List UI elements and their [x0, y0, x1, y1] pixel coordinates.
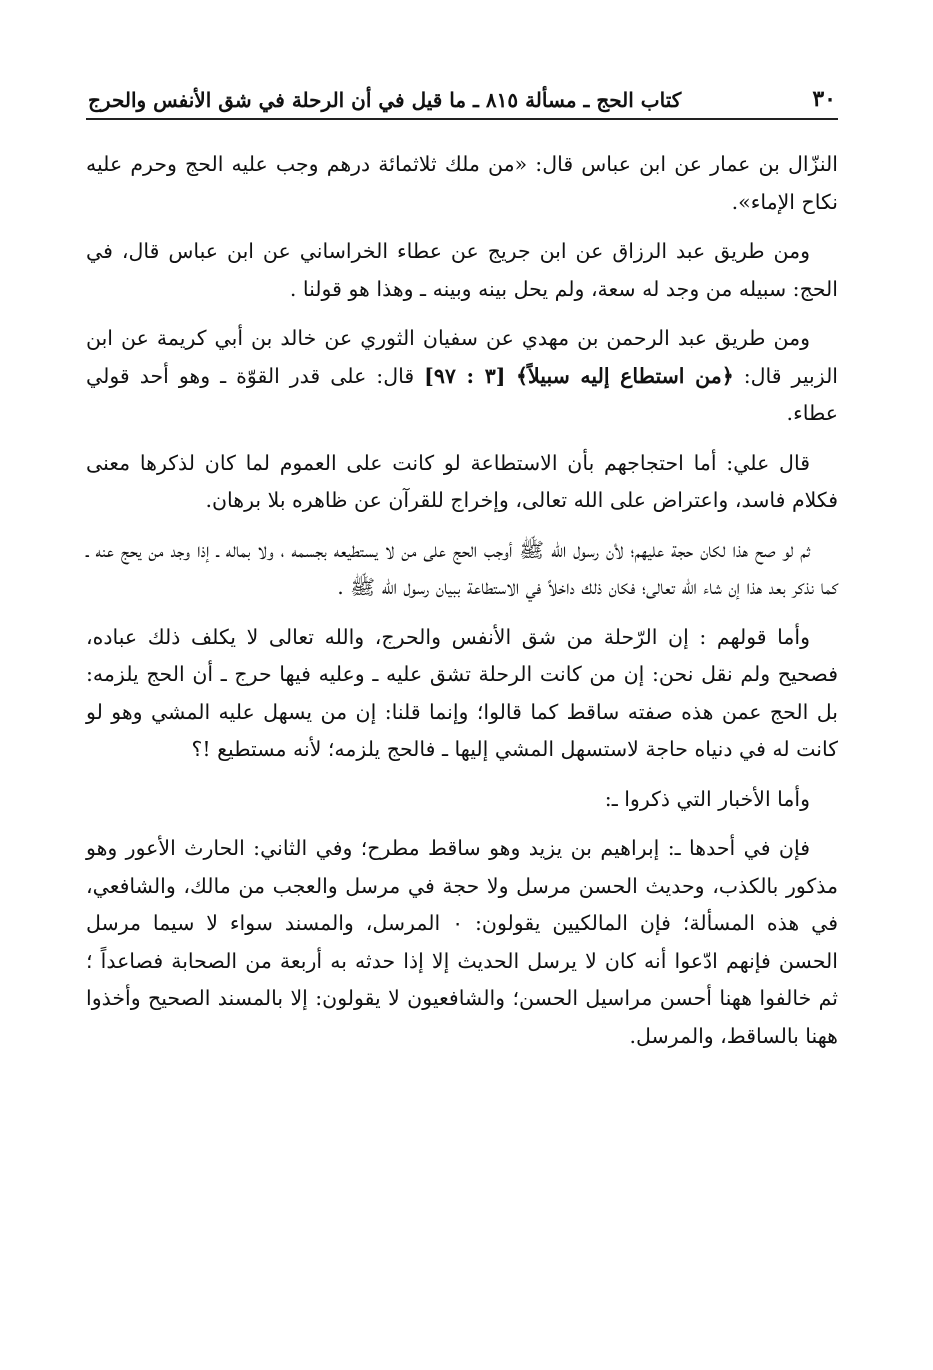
- page-header: [86, 70, 838, 120]
- paragraph-5: ثم لو صح هذا لكان حجة عليهم؛ لأن رسول الله ﷺ أوجب الحج على من لا يستطيعه بجسمه ، ولا بماله ـ إذا وجد من يحج عنه ـ كما نذكر بعد هذا إن شاء الله تعالى؛ فكان ذلك داخلاً في الاستطاعة ببيان رسول الله ﷺ .: [86, 537, 838, 599]
- body-text: [86, 146, 838, 1055]
- paragraph-1: النزّال بن عمار عن ابن عباس قال: «من ملك ثلاثمائة درهم وجب عليه الحج وحرم عليه نكاح الإماء».: [86, 152, 838, 214]
- book-page: [86, 70, 838, 1067]
- paragraph-6: وأما قولهم : إن الرّحلة من شق الأنفس والحرج، والله تعالى لا يكلف ذلك عباده، فصحيح ولم نقل نحن: إن من كانت الرحلة تشق عليه ـ وعليه فيها حرج ـ أن الحج يلزمه: بل الحج عمن هذه صفته ساقط كما قالوا؛ وإنما قلنا: إن من يسهل عليه المشي وهو لو كانت له في دنياه حاجة لاستسهل المشي إليها ـ فالحج يلزمه؛ لأنه مستطيع !؟: [86, 624, 838, 761]
- running-title: كتاب الحج ـ مسألة ٨١٥ ـ ما قيل في أن الرحلة في شق الأنفس والحرج: [88, 88, 682, 112]
- paragraph-4: قال علي: أما احتجاجهم بأن الاستطاعة لو كانت على العموم لما كان لذكرها معنى فكلام فاسد، واعتراض على الله تعالى، وإخراج للقرآن عن ظاهره بلا برهان.: [86, 450, 838, 512]
- paragraph-7: وأما الأخبار التي ذكروا ـ:: [604, 786, 810, 811]
- paragraph-3-after: قال: على قدر القوّة ـ وهو أحد قولي عطاء.: [86, 363, 838, 425]
- paragraph-2: ومن طريق عبد الرزاق عن ابن جريج عن عطاء الخراساني عن ابن عباس قال، في الحج: سبيله من وجد له سعة، ولم يحل بينه وبينه ـ وهذا هو قولنا .: [86, 239, 838, 301]
- paragraph-3-before: ومن طريق عبد الرحمن بن مهدي عن سفيان الثوري عن خالد بن أبي كريمة عن ابن الزبير قال:: [86, 326, 839, 388]
- page-number: ٣٠: [812, 86, 836, 112]
- paragraph-3: [86, 320, 838, 433]
- quran-verse: ﴿من استطاع إليه سبيلاً﴾ [٣ : ٩٧]: [424, 363, 734, 388]
- paragraph-8: فإن في أحدها ـ: إبراهيم بن يزيد وهو ساقط مطرح؛ وفي الثاني: الحارث الأعور وهو مذكور بالكذب، وحديث الحسن مرسل ولا حجة في مرسل والعجب من مالك، والشافعي، في هذه المسألة؛ فإن المالكيين يقولون: ٠ المرسل، والمسند سواء لا سيما مرسل الحسن فإنهم ادّعوا أنه كان لا يرسل الحديث إلا إذا حدثه به أربعة من الصحابة فصاعداً ؛ ثم خالفوا ههنا أحسن مراسيل الحسن؛ والشافعيون لا يقولون: إلا بالمسند الصحيح وأخذوا ههنا بالساقط، والمرسل.: [86, 836, 838, 1048]
